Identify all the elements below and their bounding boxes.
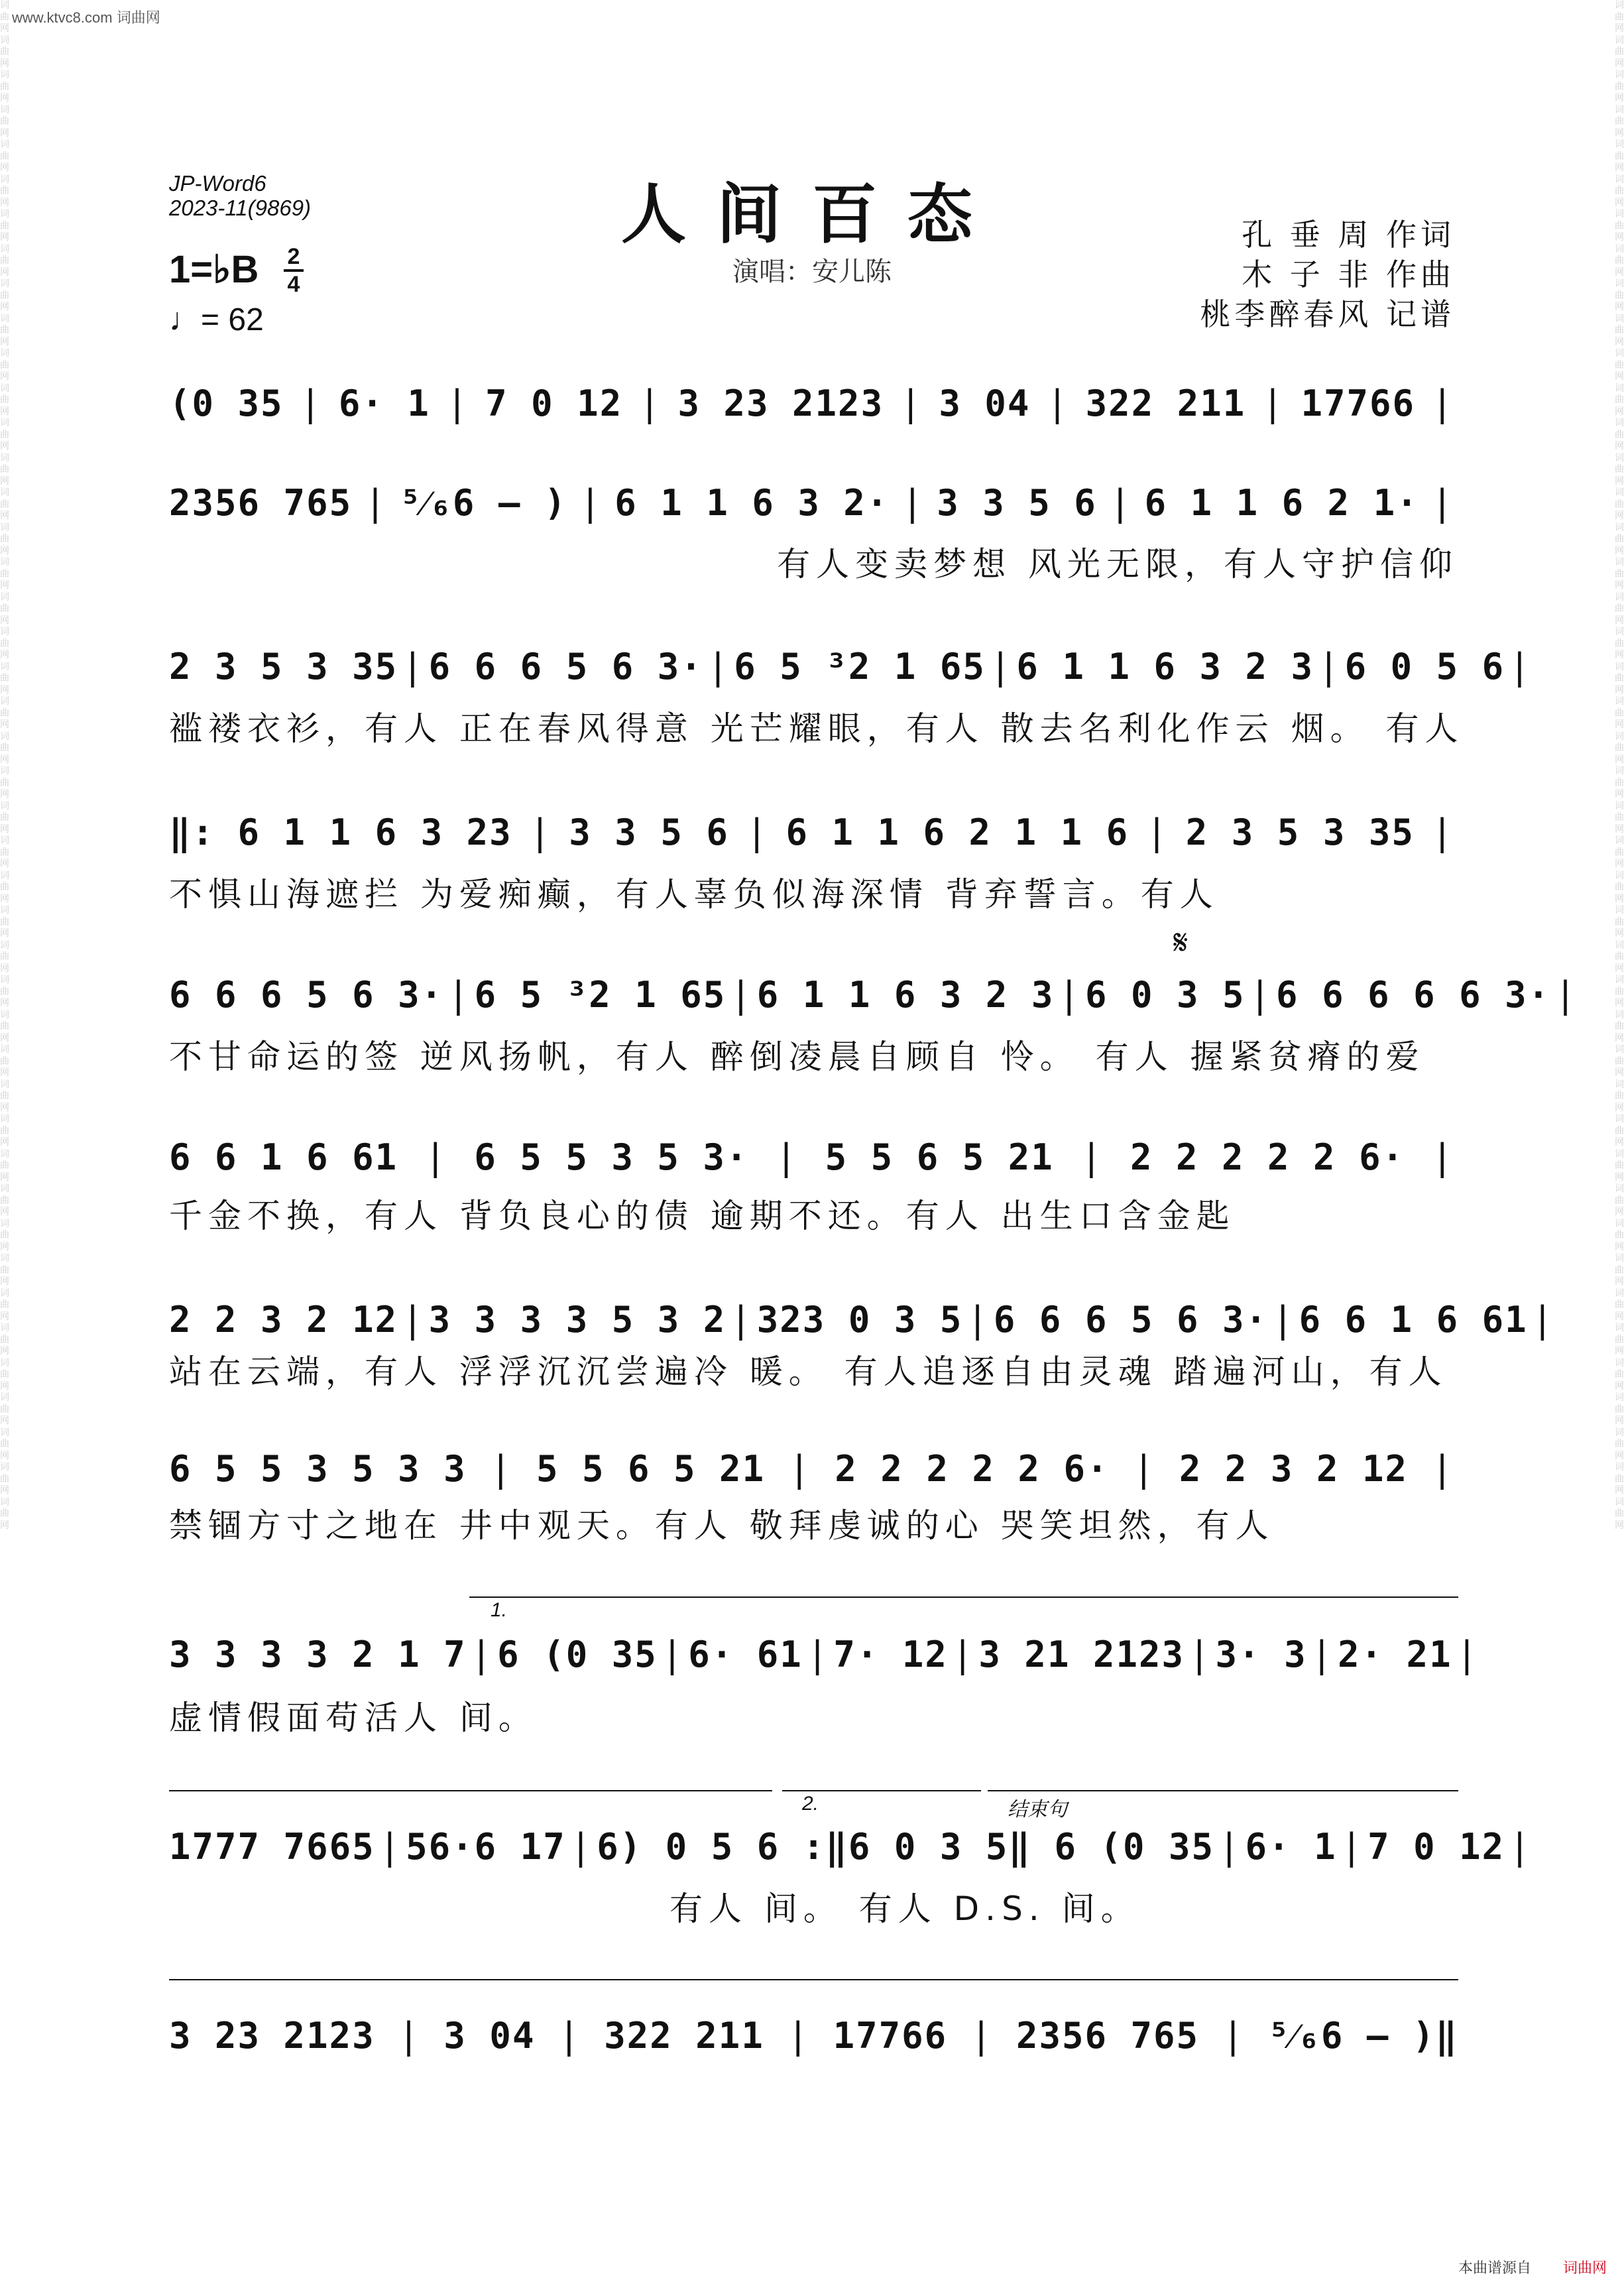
measure: 2356 765	[169, 481, 353, 524]
measure: 6 6 6 6 6 3·	[1276, 973, 1551, 1016]
measure: 56·6 17	[406, 1825, 566, 1868]
repeat-bracket-line	[169, 1790, 772, 1791]
footer-source-label: 本曲谱源自	[1458, 2260, 1531, 2277]
lyrics-line-8: 虚情假面苟活人 间。	[169, 1699, 538, 1737]
measure: 2 2 2 2 2 6·	[1130, 1136, 1405, 1178]
measure: 6 6 1 6 61	[1299, 1298, 1528, 1341]
measure: 6 6 6 5 6 3·	[993, 1298, 1269, 1341]
measure: 2 2 2 2 2 6·	[835, 1447, 1110, 1490]
measure: 6 1 1 6 3 2 3	[1016, 645, 1314, 688]
lyricist-credit: 孔 垂 周 作词	[1242, 217, 1455, 253]
song-title: 人间百态	[620, 177, 1003, 253]
lyrics-line-2: 褴褛衣衫，有人 正在春风得意 光芒耀眼，有人 散去名利化作云 烟。 有人	[169, 709, 1464, 748]
transcriber-credit: 桃李醉春风 记谱	[1200, 296, 1455, 332]
measure: 6 0 5 6	[1344, 645, 1505, 688]
measure: 6· 1	[1245, 1825, 1337, 1868]
measure: 3 3 5 6	[937, 481, 1097, 524]
score-system-3: 2 3 5 3 35 | 6 6 6 5 6 3· | 6 5 ³2 1 65 | 6 1 1 6 3 2 3 | 6 0 5 6 |	[169, 645, 1532, 688]
lyrics-line-7: 禁锢方寸之地在 井中观天。有人 敬拜虔诚的心 哭笑坦然，有人	[169, 1506, 1275, 1545]
measure: 6 1 1 6 2 1·	[1144, 481, 1419, 524]
score-system-9: 3 3 3 3 2 1 7 | 6 (0 35 | 6· 61 | 7· 12 | 3 21 2123 | 3· 3 | 2· 21 |	[169, 1633, 1479, 1675]
measure: 6 6 6 5 6 3·	[169, 973, 444, 1016]
volta-1-bracket	[469, 1596, 1458, 1598]
measure: 323 0 3 5	[756, 1298, 963, 1341]
version-label: 2023-11(9869)	[169, 196, 312, 220]
singer-credit: 演唱：安儿陈	[732, 257, 892, 287]
measure: 1777 7665	[169, 1825, 375, 1868]
measure: 3 3 3 3 5 3 2	[428, 1298, 726, 1341]
segno-mark: 𝄋	[1173, 923, 1189, 963]
coda-label: 结束句	[1008, 1799, 1067, 1821]
time-signature	[284, 245, 304, 296]
volta-2-bracket	[782, 1790, 981, 1791]
footer-site-logo: 词曲网	[1562, 2260, 1607, 2277]
lyrics-line-5: 千金不换，有人 背负良心的债 逾期不还。有人 出生口含金匙	[169, 1197, 1236, 1235]
measure: 322 211	[1085, 382, 1246, 424]
site-watermark: www.ktvc8.com 词曲网	[12, 9, 160, 26]
lyrics-line-1: 有人变卖梦想 风光无限，有人守护信仰	[777, 545, 1458, 583]
volta-2-label: 2.	[802, 1793, 819, 1815]
measure: 6 5 ³2 1 65	[734, 645, 986, 688]
measure: 7 0 12	[1367, 1825, 1505, 1868]
measure: 6 1 1 6 2 1 1 6	[785, 811, 1130, 853]
lyrics-line-9: 有人 间。 有人 D.S. 间。	[669, 1890, 1140, 1928]
measure: ⁵⁄₆6 – )	[399, 481, 567, 524]
final-system-top-line	[169, 1979, 1458, 1980]
lyrics-line-4: 不甘命运的签 逆风扬帆，有人 醉倒凌晨自顾自 怜。 有人 握紧贫瘠的爱	[169, 1038, 1425, 1076]
key-signature: 1=♭B	[169, 248, 259, 291]
score-system-5: 6 6 6 5 6 3· | 6 5 ³2 1 65 | 6 1 1 6 3 2 3 | 6 0 3 5 | 6 6 6 6 6 3· |	[169, 973, 1578, 1016]
measure: 3 21 2123	[978, 1633, 1185, 1675]
measure: 6· 61	[688, 1633, 803, 1675]
measure: (0 35	[169, 382, 284, 424]
software-label: JP-Word6	[169, 171, 266, 196]
measure: 6 (0 35	[497, 1633, 658, 1675]
coda-bracket	[988, 1790, 1458, 1791]
measure: 6 1 1 6 3 2 3	[756, 973, 1055, 1016]
measure: 3 3 5 6	[569, 811, 729, 853]
lyrics-line-3: 不惧山海遮拦 为爱痴癫，有人辜负似海深情 背弃誓言。有人	[169, 875, 1219, 914]
edge-watermark-right: 词 曲 网 词 曲 网 词 曲 网 词 曲 网 词 曲 网 词 曲 网 词 曲 网 词 曲 网 词 曲 网 词 曲 网 词 曲 网 词 曲 网 词 曲 网 词 曲 网 词 曲 网 词 曲 网 词 曲 网 词 曲 网 词 曲 网 词 曲 网 词 曲 网 词 曲 网 词 曲 网 词 曲 网 词 曲 网 词 曲 网 词 曲 网 词 曲 网 词 曲 网 词 曲 网 词 曲 网 词 曲 网 词 曲 网 词 曲 网 词 曲 网 词 曲 网 词 曲 网 词 曲 网 词 曲 网 词 曲 网 词 曲 网 词 曲 网 词 曲 网 词 曲 网	[1615, 0, 1624, 1531]
time-signature-bottom: 4	[287, 272, 300, 297]
score-system-2: 2356 765 | ⁵⁄₆6 – ) | 6 1 1 6 3 2· | 3 3 5 6 | 6 1 1 6 2 1· |	[169, 481, 1454, 524]
measure: 5 5 6 5 21	[536, 1447, 766, 1490]
measure: 6 6 6 5 6 3·	[428, 645, 703, 688]
measure: ‖: 6 1 1 6 3 23	[169, 811, 512, 853]
measure: 3 23 2123	[677, 382, 884, 424]
time-signature-top: 2	[287, 244, 300, 269]
measure: 6 0 3 5	[848, 1825, 1009, 1868]
score-system-6: 6 6 1 6 61 | 6 5 5 3 5 3· | 5 5 6 5 21 | 2 2 2 2 2 6· |	[169, 1136, 1454, 1178]
measure: 3· 3	[1215, 1633, 1307, 1675]
measure: 3 04	[939, 382, 1031, 424]
measure: 6) 0 5 6 :‖	[597, 1825, 848, 1868]
measure: 7· 12	[833, 1633, 948, 1675]
lyrics-line-6: 站在云端，有人 浮浮沉沉尝遍冷 暖。 有人追逐自由灵魂 踏遍河山，有人	[169, 1352, 1448, 1391]
measure: 6 6 1 6 61	[169, 1136, 398, 1178]
measure: 7 0 12	[485, 382, 623, 424]
measure: 3 3 3 3 2 1 7	[169, 1633, 467, 1675]
edge-watermark-left: 词 曲 网 词 曲 网 词 曲 网 词 曲 网 词 曲 网 词 曲 网 词 曲 网 词 曲 网 词 曲 网 词 曲 网 词 曲 网 词 曲 网 词 曲 网 词 曲 网 词 曲 网 词 曲 网 词 曲 网 词 曲 网 词 曲 网 词 曲 网 词 曲 网 词 曲 网 词 曲 网 词 曲 网 词 曲 网 词 曲 网 词 曲 网 词 曲 网 词 曲 网 词 曲 网 词 曲 网 词 曲 网 词 曲 网 词 曲 网 词 曲 网 词 曲 网 词 曲 网 词 曲 网 词 曲 网 词 曲 网 词 曲 网 词 曲 网 词 曲 网 词 曲 网	[0, 0, 9, 1531]
measure: 3 23 2123	[169, 2014, 375, 2057]
measure: 6 1 1 6 3 2·	[614, 481, 890, 524]
score-system-4: ‖: 6 1 1 6 3 23 | 3 3 5 6 | 6 1 1 6 2 1 1 6 | 2 3 5 3 35 |	[169, 811, 1454, 853]
score-system-1: (0 35 | 6· 1 | 7 0 12 | 3 23 2123 | 3 04 | 322 211 | 17766 |	[169, 382, 1454, 424]
measure: 17766	[1301, 382, 1416, 424]
volta-1-label: 1.	[491, 1599, 508, 1621]
measure: 2· 21	[1338, 1633, 1452, 1675]
score-system-7: 2 2 3 2 12 | 3 3 3 3 5 3 2 | 323 0 3 5 | 6 6 6 5 6 3· | 6 6 1 6 61 |	[169, 1298, 1555, 1341]
measure: 6 5 5 3 5 3 3	[169, 1447, 467, 1490]
measure: 2 2 3 2 12	[1179, 1447, 1408, 1490]
measure: 5 5 6 5 21	[825, 1136, 1054, 1178]
measure: 6 0 3 5	[1084, 973, 1246, 1016]
measure: 6· 1	[338, 382, 430, 424]
measure: 2 2 3 2 12	[169, 1298, 398, 1341]
measure: 6 5 5 3 5 3·	[474, 1136, 749, 1178]
measure: 2356 765	[1015, 2014, 1200, 2057]
measure: 322 211	[604, 2014, 764, 2057]
measure: 2 3 5 3 35	[169, 645, 398, 688]
measure: 3 04	[443, 2014, 536, 2057]
tempo-marking: ♩= 62	[169, 302, 264, 337]
composer-credit: 木 子 非 作曲	[1242, 257, 1455, 292]
measure: ‖ 6 (0 35	[1008, 1825, 1215, 1868]
measure: 2 3 5 3 35	[1185, 811, 1415, 853]
measure: ⁵⁄₆6 – )‖	[1267, 2014, 1458, 2057]
measure: 17766	[833, 2014, 948, 2057]
score-system-10: 1777 7665 | 56·6 17 | 6) 0 5 6 :‖ 6 0 3 5 ‖ 6 (0 35 | 6· 1 | 7 0 12 |	[169, 1825, 1532, 1868]
measure: 6 5 ³2 1 65	[474, 973, 726, 1016]
score-system-8: 6 5 5 3 5 3 3 | 5 5 6 5 21 | 2 2 2 2 2 6· | 2 2 3 2 12 |	[169, 1447, 1454, 1490]
score-system-11: 3 23 2123 | 3 04 | 322 211 | 17766 | 2356 765 | ⁵⁄₆6 – )‖	[169, 2014, 1458, 2057]
